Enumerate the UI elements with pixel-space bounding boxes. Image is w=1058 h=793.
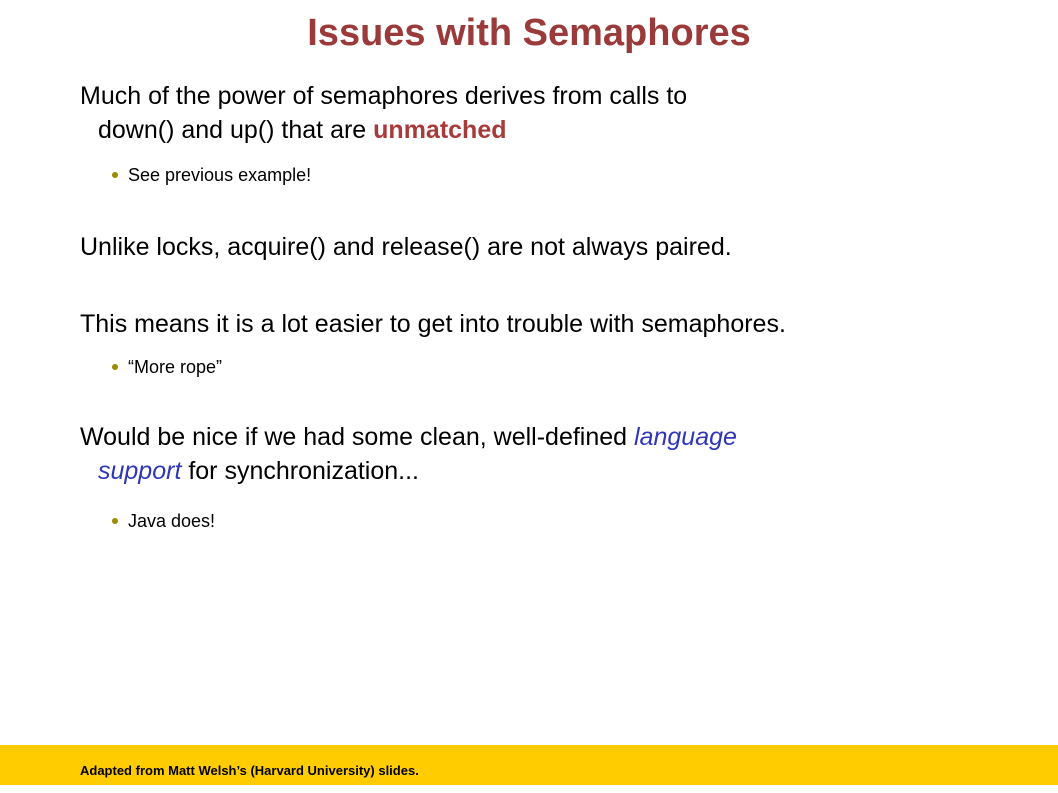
point-4-line-1 [80,423,737,451]
sub-bullet-text: See previous example! [128,165,312,185]
bullet-dot-icon [112,518,118,524]
sub-bullet-text: Java does! [128,511,216,531]
bullet-dot-icon [112,364,118,370]
point-4-line-2 [80,454,980,488]
support-emphasis: support [98,457,182,485]
footer-credit: Adapted from Matt Welsh’s (Harvard University) slides. [80,763,419,778]
bullet-dot-icon [112,172,118,178]
slide-title: Issues with Semaphores [307,12,751,54]
footer-bar [0,745,1058,785]
point-1-line-1: Much of the power of semaphores derives from calls to [80,82,688,110]
point-1-line-2 [80,113,980,147]
point-3-text: This means it is a lot easier to get into trouble with semaphores. [80,310,786,338]
sub-bullet-more-rope [128,356,222,378]
point-3 [80,307,980,341]
point-1 [80,79,980,147]
unmatched-emphasis: unmatched [373,116,507,144]
point-1-line-2-text: down() and up() that are [98,116,374,144]
sub-bullet-previous-example [128,164,311,186]
sub-bullet-java-does [128,510,215,532]
point-4-line-2-text: for synchronization... [181,457,420,485]
point-2 [80,230,980,264]
sub-bullet-text: “More rope” [128,357,223,377]
language-emphasis: language [634,423,737,451]
point-4-line-1-text: Would be nice if we had some clean, well-defined [80,423,635,451]
point-2-text: Unlike locks, acquire() and release() are not always paired. [80,233,732,261]
point-4 [80,420,980,488]
